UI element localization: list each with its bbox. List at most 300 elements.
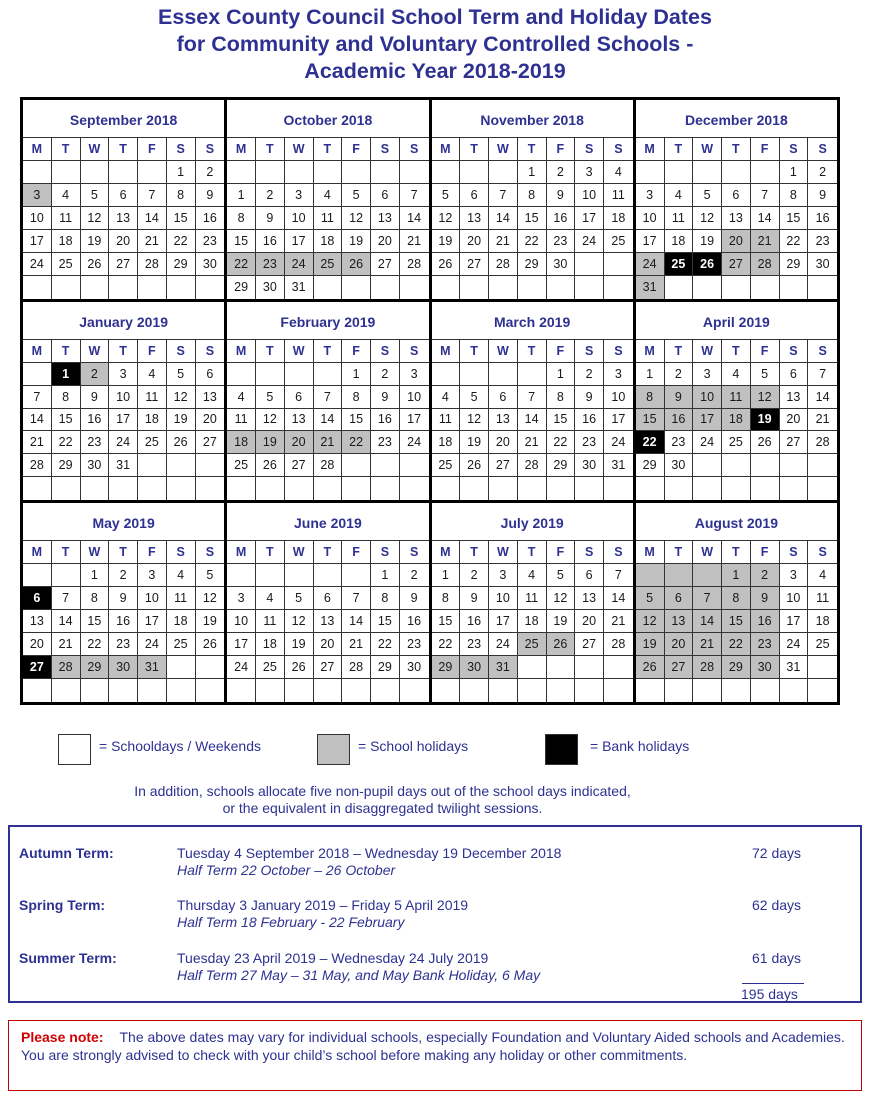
month-name: December 2018 bbox=[636, 100, 837, 138]
weekday-header: F bbox=[342, 541, 371, 564]
weekday-header: S bbox=[780, 340, 809, 363]
empty-cell bbox=[23, 276, 52, 299]
day-grid bbox=[23, 541, 224, 702]
term-summer bbox=[10, 950, 860, 990]
page-title bbox=[0, 4, 870, 85]
weekday-header: S bbox=[371, 541, 400, 564]
day-cell: 20 bbox=[314, 633, 343, 656]
empty-cell bbox=[636, 679, 665, 702]
weekday-header: T bbox=[109, 340, 138, 363]
day-cell: 20 bbox=[196, 409, 225, 432]
day-cell: 28 bbox=[604, 633, 633, 656]
empty-cell bbox=[489, 477, 518, 500]
day-cell: 27 bbox=[314, 656, 343, 679]
empty-cell bbox=[808, 454, 837, 477]
weekday-header: W bbox=[285, 138, 314, 161]
empty-cell bbox=[693, 564, 722, 587]
empty-cell bbox=[314, 363, 343, 386]
day-cell: 11 bbox=[432, 409, 461, 432]
weekday-header: S bbox=[400, 541, 429, 564]
day-cell: 26 bbox=[751, 431, 780, 454]
day-cell: 8 bbox=[81, 587, 110, 610]
empty-cell bbox=[52, 477, 81, 500]
day-cell: 8 bbox=[52, 386, 81, 409]
day-cell: 9 bbox=[109, 587, 138, 610]
day-cell: 20 bbox=[665, 633, 694, 656]
month-panel bbox=[23, 503, 224, 702]
empty-cell bbox=[314, 679, 343, 702]
please-note-label: Please note: bbox=[21, 1029, 104, 1045]
weekday-header: M bbox=[636, 138, 665, 161]
empty-cell bbox=[808, 679, 837, 702]
day-cell: 19 bbox=[285, 633, 314, 656]
weekday-header: M bbox=[23, 541, 52, 564]
day-cell: 6 bbox=[109, 184, 138, 207]
day-cell: 25 bbox=[314, 253, 343, 276]
empty-cell bbox=[547, 477, 576, 500]
day-cell: 14 bbox=[52, 610, 81, 633]
day-cell: 28 bbox=[23, 454, 52, 477]
day-cell: 2 bbox=[81, 363, 110, 386]
day-cell: 21 bbox=[693, 633, 722, 656]
title-line-1: Essex County Council School Term and Holiday Dates bbox=[158, 5, 712, 29]
day-cell: 24 bbox=[604, 431, 633, 454]
legend-swatch-schooldays bbox=[58, 734, 91, 765]
day-cell: 12 bbox=[285, 610, 314, 633]
day-cell: 31 bbox=[109, 454, 138, 477]
weekday-header: F bbox=[138, 340, 167, 363]
day-cell: 13 bbox=[489, 409, 518, 432]
month-panel bbox=[227, 503, 428, 702]
weekday-header: F bbox=[547, 541, 576, 564]
empty-cell bbox=[138, 679, 167, 702]
weekday-header: W bbox=[285, 541, 314, 564]
weekday-header: F bbox=[138, 138, 167, 161]
empty-cell bbox=[167, 477, 196, 500]
day-cell: 20 bbox=[109, 230, 138, 253]
day-cell: 10 bbox=[227, 610, 256, 633]
day-cell: 13 bbox=[109, 207, 138, 230]
month-panel bbox=[227, 302, 428, 501]
day-cell: 1 bbox=[780, 161, 809, 184]
day-cell: 16 bbox=[400, 610, 429, 633]
day-cell: 29 bbox=[547, 454, 576, 477]
day-cell: 2 bbox=[751, 564, 780, 587]
month-name: August 2019 bbox=[636, 503, 837, 541]
empty-cell bbox=[751, 679, 780, 702]
day-cell: 14 bbox=[518, 409, 547, 432]
month-panel bbox=[23, 302, 224, 501]
day-cell: 15 bbox=[432, 610, 461, 633]
day-cell: 1 bbox=[722, 564, 751, 587]
empty-cell bbox=[342, 276, 371, 299]
weekday-header: S bbox=[167, 138, 196, 161]
weekday-header: S bbox=[575, 138, 604, 161]
calendar-grid bbox=[20, 97, 840, 705]
day-cell: 18 bbox=[722, 409, 751, 432]
empty-cell bbox=[196, 454, 225, 477]
day-cell: 29 bbox=[432, 656, 461, 679]
day-cell: 12 bbox=[256, 409, 285, 432]
weekday-header: T bbox=[314, 340, 343, 363]
day-cell: 11 bbox=[167, 587, 196, 610]
weekday-header: T bbox=[314, 138, 343, 161]
day-cell: 5 bbox=[547, 564, 576, 587]
empty-cell bbox=[138, 454, 167, 477]
day-cell: 21 bbox=[518, 431, 547, 454]
day-cell: 30 bbox=[460, 656, 489, 679]
day-cell: 9 bbox=[460, 587, 489, 610]
weekday-header: S bbox=[604, 340, 633, 363]
empty-cell bbox=[575, 477, 604, 500]
term-days: 62 days bbox=[752, 897, 802, 913]
weekday-header: S bbox=[400, 138, 429, 161]
day-cell: 17 bbox=[138, 610, 167, 633]
note-line-2: or the equivalent in disaggregated twilight sessions. bbox=[222, 800, 543, 816]
empty-cell bbox=[400, 679, 429, 702]
empty-cell bbox=[751, 477, 780, 500]
weekday-header: S bbox=[371, 138, 400, 161]
empty-cell bbox=[109, 477, 138, 500]
day-cell: 20 bbox=[285, 431, 314, 454]
weekday-header: T bbox=[256, 541, 285, 564]
empty-cell bbox=[575, 656, 604, 679]
day-cell: 6 bbox=[196, 363, 225, 386]
day-cell: 26 bbox=[285, 656, 314, 679]
empty-cell bbox=[518, 363, 547, 386]
day-cell: 13 bbox=[665, 610, 694, 633]
day-cell: 14 bbox=[751, 207, 780, 230]
day-cell: 7 bbox=[518, 386, 547, 409]
empty-cell bbox=[256, 679, 285, 702]
empty-cell bbox=[722, 477, 751, 500]
empty-cell bbox=[256, 477, 285, 500]
empty-cell bbox=[400, 477, 429, 500]
day-cell: 8 bbox=[432, 587, 461, 610]
day-cell: 11 bbox=[722, 386, 751, 409]
day-cell: 23 bbox=[665, 431, 694, 454]
day-cell: 18 bbox=[808, 610, 837, 633]
day-cell: 30 bbox=[81, 454, 110, 477]
weekday-header: F bbox=[751, 340, 780, 363]
day-cell: 25 bbox=[722, 431, 751, 454]
day-cell: 12 bbox=[342, 207, 371, 230]
empty-cell bbox=[665, 679, 694, 702]
empty-cell bbox=[604, 656, 633, 679]
day-cell: 1 bbox=[371, 564, 400, 587]
weekday-header: M bbox=[227, 541, 256, 564]
empty-cell bbox=[81, 477, 110, 500]
empty-cell bbox=[518, 679, 547, 702]
term-autumn bbox=[10, 845, 860, 885]
day-cell: 8 bbox=[227, 207, 256, 230]
day-grid bbox=[636, 541, 837, 702]
day-cell: 4 bbox=[604, 161, 633, 184]
weekday-header: W bbox=[81, 138, 110, 161]
day-cell: 5 bbox=[256, 386, 285, 409]
day-grid bbox=[636, 340, 837, 501]
day-cell: 30 bbox=[109, 656, 138, 679]
day-grid bbox=[432, 138, 633, 299]
empty-cell bbox=[400, 276, 429, 299]
empty-cell bbox=[371, 276, 400, 299]
weekday-header: F bbox=[342, 340, 371, 363]
day-cell: 10 bbox=[780, 587, 809, 610]
day-grid bbox=[227, 138, 428, 299]
term-days: 61 days bbox=[752, 950, 802, 966]
term-half-term: Half Term 18 February - 22 February bbox=[177, 914, 405, 930]
day-cell: 29 bbox=[167, 253, 196, 276]
empty-cell bbox=[665, 161, 694, 184]
day-cell: 14 bbox=[808, 386, 837, 409]
day-cell: 29 bbox=[371, 656, 400, 679]
day-cell: 17 bbox=[575, 207, 604, 230]
day-cell: 14 bbox=[138, 207, 167, 230]
day-cell: 25 bbox=[52, 253, 81, 276]
empty-cell bbox=[547, 679, 576, 702]
day-cell: 7 bbox=[489, 184, 518, 207]
day-cell: 1 bbox=[81, 564, 110, 587]
empty-cell bbox=[138, 477, 167, 500]
term-dates: Tuesday 23 April 2019 – Wednesday 24 July 2019 bbox=[177, 950, 489, 966]
day-cell: 27 bbox=[575, 633, 604, 656]
empty-cell bbox=[23, 363, 52, 386]
empty-cell bbox=[196, 477, 225, 500]
day-cell: 8 bbox=[547, 386, 576, 409]
legend bbox=[0, 734, 870, 768]
weekday-header: T bbox=[52, 541, 81, 564]
day-cell: 23 bbox=[575, 431, 604, 454]
month-name: November 2018 bbox=[432, 100, 633, 138]
day-cell: 5 bbox=[636, 587, 665, 610]
day-cell: 7 bbox=[314, 386, 343, 409]
legend-label-schooldays: = Schooldays / Weekends bbox=[99, 738, 262, 754]
empty-cell bbox=[665, 564, 694, 587]
month-name: May 2019 bbox=[23, 503, 224, 541]
empty-cell bbox=[722, 276, 751, 299]
day-cell: 4 bbox=[167, 564, 196, 587]
day-cell: 23 bbox=[109, 633, 138, 656]
weekday-header: W bbox=[693, 138, 722, 161]
day-cell: 16 bbox=[196, 207, 225, 230]
day-cell: 28 bbox=[751, 253, 780, 276]
day-cell: 18 bbox=[256, 633, 285, 656]
weekday-header: T bbox=[460, 340, 489, 363]
term-label: Spring Term: bbox=[19, 897, 106, 913]
day-cell: 22 bbox=[227, 253, 256, 276]
weekday-header: F bbox=[138, 541, 167, 564]
empty-cell bbox=[342, 161, 371, 184]
day-cell: 6 bbox=[460, 184, 489, 207]
day-cell: 28 bbox=[314, 454, 343, 477]
day-cell: 30 bbox=[400, 656, 429, 679]
empty-cell bbox=[751, 276, 780, 299]
empty-cell bbox=[400, 161, 429, 184]
empty-cell bbox=[256, 363, 285, 386]
day-cell: 23 bbox=[460, 633, 489, 656]
day-cell: 24 bbox=[636, 253, 665, 276]
day-cell: 15 bbox=[52, 409, 81, 432]
day-cell: 5 bbox=[460, 386, 489, 409]
day-cell: 12 bbox=[547, 587, 576, 610]
day-cell: 29 bbox=[81, 656, 110, 679]
day-cell: 11 bbox=[256, 610, 285, 633]
day-cell: 28 bbox=[808, 431, 837, 454]
day-cell: 21 bbox=[314, 431, 343, 454]
day-cell: 7 bbox=[751, 184, 780, 207]
empty-cell bbox=[780, 454, 809, 477]
day-grid bbox=[432, 541, 633, 702]
day-cell: 25 bbox=[167, 633, 196, 656]
empty-cell bbox=[432, 276, 461, 299]
day-cell: 13 bbox=[23, 610, 52, 633]
weekday-header: W bbox=[693, 541, 722, 564]
day-cell: 22 bbox=[636, 431, 665, 454]
weekday-header: T bbox=[722, 138, 751, 161]
empty-cell bbox=[636, 161, 665, 184]
weekday-header: M bbox=[227, 138, 256, 161]
weekday-header: S bbox=[575, 541, 604, 564]
day-cell: 11 bbox=[138, 386, 167, 409]
weekday-header: M bbox=[636, 340, 665, 363]
day-cell: 2 bbox=[400, 564, 429, 587]
day-cell: 2 bbox=[371, 363, 400, 386]
empty-cell bbox=[285, 363, 314, 386]
day-cell: 8 bbox=[780, 184, 809, 207]
day-cell: 2 bbox=[196, 161, 225, 184]
weekday-header: S bbox=[371, 340, 400, 363]
day-cell: 21 bbox=[342, 633, 371, 656]
empty-cell bbox=[780, 276, 809, 299]
empty-cell bbox=[256, 161, 285, 184]
empty-cell bbox=[81, 276, 110, 299]
weekday-header: S bbox=[808, 138, 837, 161]
day-cell: 31 bbox=[489, 656, 518, 679]
day-cell: 24 bbox=[575, 230, 604, 253]
empty-cell bbox=[460, 477, 489, 500]
day-cell: 10 bbox=[693, 386, 722, 409]
day-cell: 16 bbox=[81, 409, 110, 432]
day-cell: 7 bbox=[52, 587, 81, 610]
month-panel bbox=[23, 100, 224, 299]
note-line-1: In addition, schools allocate five non-pupil days out of the school days indicated, bbox=[134, 783, 631, 799]
day-cell: 16 bbox=[256, 230, 285, 253]
month-panel bbox=[227, 100, 428, 299]
empty-cell bbox=[547, 276, 576, 299]
day-cell: 31 bbox=[636, 276, 665, 299]
empty-cell bbox=[432, 477, 461, 500]
day-cell: 26 bbox=[256, 454, 285, 477]
weekday-header: T bbox=[460, 138, 489, 161]
empty-cell bbox=[227, 363, 256, 386]
day-cell: 3 bbox=[285, 184, 314, 207]
weekday-header: S bbox=[400, 340, 429, 363]
empty-cell bbox=[342, 564, 371, 587]
day-cell: 18 bbox=[518, 610, 547, 633]
day-cell: 24 bbox=[780, 633, 809, 656]
day-cell: 15 bbox=[227, 230, 256, 253]
day-cell: 15 bbox=[371, 610, 400, 633]
day-cell: 5 bbox=[285, 587, 314, 610]
day-cell: 28 bbox=[518, 454, 547, 477]
non-pupil-days-note bbox=[0, 783, 765, 817]
weekday-header: M bbox=[23, 340, 52, 363]
empty-cell bbox=[342, 477, 371, 500]
day-cell: 23 bbox=[400, 633, 429, 656]
day-cell: 29 bbox=[636, 454, 665, 477]
day-cell: 27 bbox=[780, 431, 809, 454]
weekday-header: T bbox=[518, 541, 547, 564]
day-cell: 10 bbox=[400, 386, 429, 409]
day-cell: 14 bbox=[489, 207, 518, 230]
day-cell: 15 bbox=[722, 610, 751, 633]
day-cell: 6 bbox=[314, 587, 343, 610]
day-cell: 30 bbox=[547, 253, 576, 276]
empty-cell bbox=[109, 276, 138, 299]
empty-cell bbox=[285, 477, 314, 500]
day-cell: 26 bbox=[167, 431, 196, 454]
day-cell: 14 bbox=[693, 610, 722, 633]
day-cell: 11 bbox=[52, 207, 81, 230]
day-cell: 4 bbox=[314, 184, 343, 207]
weekday-header: T bbox=[109, 138, 138, 161]
weekday-header: S bbox=[575, 340, 604, 363]
day-cell: 1 bbox=[636, 363, 665, 386]
empty-cell bbox=[636, 477, 665, 500]
day-cell: 12 bbox=[432, 207, 461, 230]
day-cell: 13 bbox=[460, 207, 489, 230]
month-name: July 2019 bbox=[432, 503, 633, 541]
day-cell: 11 bbox=[665, 207, 694, 230]
day-cell: 31 bbox=[604, 454, 633, 477]
day-cell: 16 bbox=[751, 610, 780, 633]
day-cell: 21 bbox=[52, 633, 81, 656]
day-cell: 23 bbox=[256, 253, 285, 276]
day-cell: 8 bbox=[371, 587, 400, 610]
day-cell: 29 bbox=[722, 656, 751, 679]
day-cell: 17 bbox=[285, 230, 314, 253]
legend-swatch-holidays bbox=[317, 734, 350, 765]
weekday-header: W bbox=[81, 541, 110, 564]
day-cell: 16 bbox=[547, 207, 576, 230]
empty-cell bbox=[227, 679, 256, 702]
day-cell: 25 bbox=[256, 656, 285, 679]
month-name: September 2018 bbox=[23, 100, 224, 138]
weekday-header: T bbox=[665, 541, 694, 564]
day-cell: 13 bbox=[371, 207, 400, 230]
day-cell: 24 bbox=[138, 633, 167, 656]
day-cell: 25 bbox=[665, 253, 694, 276]
please-note-text: The above dates may vary for individual schools, especially Foundation and Voluntary Aided schools and Academies. You are strongly advised to check with your child’s school before making any holiday or other commitments. bbox=[21, 1029, 845, 1063]
month-name: June 2019 bbox=[227, 503, 428, 541]
weekday-header: F bbox=[751, 541, 780, 564]
day-cell: 21 bbox=[604, 610, 633, 633]
day-cell: 26 bbox=[81, 253, 110, 276]
day-cell: 3 bbox=[693, 363, 722, 386]
empty-cell bbox=[432, 161, 461, 184]
day-cell: 2 bbox=[109, 564, 138, 587]
day-grid bbox=[23, 138, 224, 299]
weekday-header: S bbox=[808, 340, 837, 363]
day-cell: 14 bbox=[342, 610, 371, 633]
day-cell: 10 bbox=[138, 587, 167, 610]
please-note-box bbox=[8, 1020, 862, 1091]
empty-cell bbox=[342, 679, 371, 702]
day-cell: 2 bbox=[256, 184, 285, 207]
day-cell: 17 bbox=[780, 610, 809, 633]
day-cell: 20 bbox=[371, 230, 400, 253]
day-cell: 16 bbox=[808, 207, 837, 230]
